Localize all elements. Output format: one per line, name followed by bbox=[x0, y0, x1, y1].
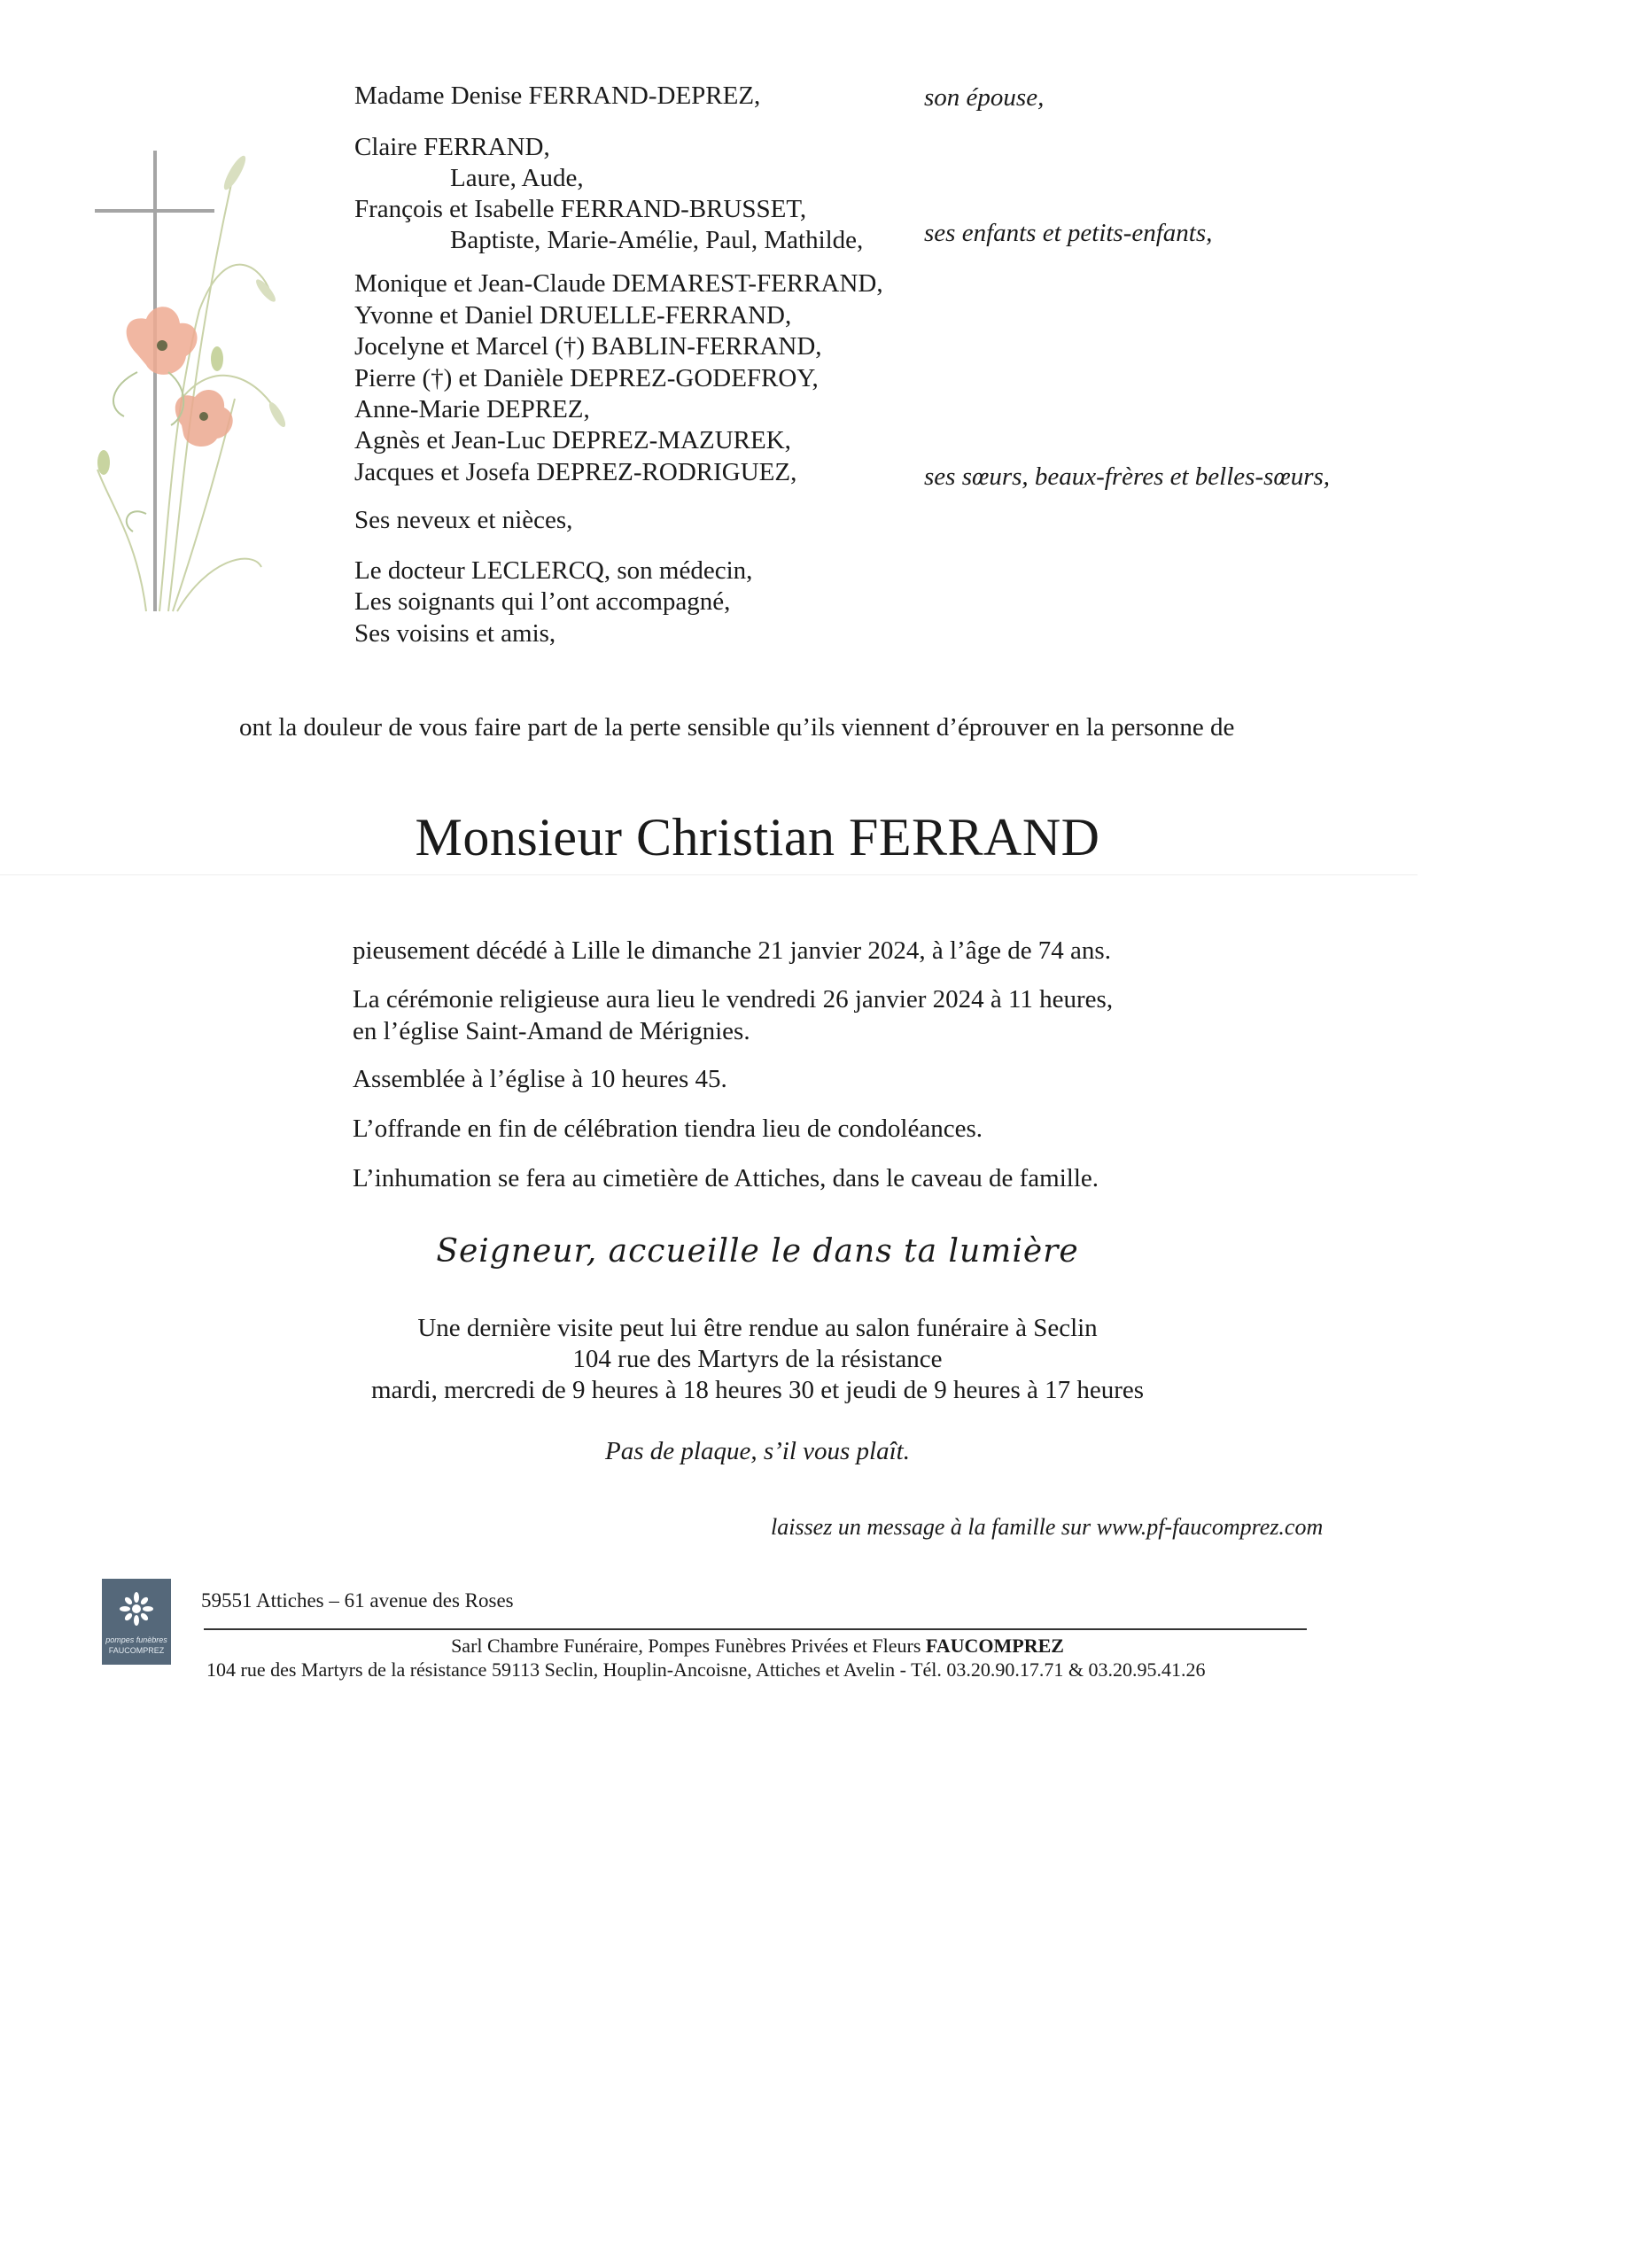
wheat-ear-icon bbox=[221, 153, 288, 429]
sibling-line: Anne-Marie DEPREZ, bbox=[354, 395, 590, 423]
burial-line: L’inhumation se fera au cimetière de Attiches, dans le caveau de famille. bbox=[353, 1164, 1099, 1192]
sibling-line: Agnès et Jean-Luc DEPREZ-MAZUREK, bbox=[354, 426, 791, 454]
offering-line: L’offrande en fin de célébration tiendra lieu de condoléances. bbox=[353, 1115, 983, 1143]
poppy-flower-icon bbox=[97, 307, 233, 475]
cross-and-poppies-illustration bbox=[84, 133, 288, 664]
grandchild-line: Laure, Aude, bbox=[450, 164, 584, 192]
footer-divider bbox=[204, 1628, 1307, 1630]
deceased-name: Monsieur Christian FERRAND bbox=[415, 808, 1100, 866]
sibling-line: Jocelyne et Marcel (†) BABLIN-FERRAND, bbox=[354, 332, 822, 361]
visit-hours: mardi, mercredi de 9 heures à 18 heures 30 et jeudi de 9 heures à 17 heures bbox=[370, 1376, 1145, 1404]
star-flower-icon bbox=[119, 1591, 154, 1627]
spouse-line: Madame Denise FERRAND-DEPREZ, bbox=[354, 82, 761, 110]
visit-address: 104 rue des Martyrs de la résistance bbox=[572, 1345, 943, 1373]
logo-name: FAUCOMPREZ bbox=[108, 1646, 165, 1655]
no-plaque-note: Pas de plaque, s’il vous plaît. bbox=[605, 1437, 910, 1465]
sibling-line: Jacques et Josefa DEPREZ-RODRIGUEZ, bbox=[354, 458, 797, 486]
logo-subtitle: pompes funèbres bbox=[105, 1635, 167, 1644]
web-message: laissez un message à la famille sur www.pf-faucomprez.com bbox=[771, 1514, 1324, 1540]
ceremony-place: en l’église Saint-Amand de Mérignies. bbox=[353, 1017, 750, 1045]
grandchild-line: Baptiste, Marie-Amélie, Paul, Mathilde, bbox=[450, 226, 864, 254]
footer-company bbox=[0, 1634, 1515, 1658]
neighbors-line: Ses voisins et amis, bbox=[354, 619, 556, 648]
ceremony-line: La cérémonie religieuse aura lieu le vendredi 26 janvier 2024 à 11 heures, bbox=[353, 985, 1114, 1014]
child-line: Claire FERRAND, bbox=[354, 133, 550, 161]
footer-company-name: FAUCOMPREZ bbox=[925, 1635, 1064, 1657]
siblings-role: ses sœurs, beaux-frères et belles-sœurs, bbox=[924, 462, 1331, 491]
announcement-text: ont la douleur de vous faire part de la perte sensible qu’ils viennent d’éprouver en la personne de bbox=[239, 713, 1235, 742]
child-line: François et Isabelle FERRAND-BRUSSET, bbox=[354, 195, 807, 223]
caregivers-line: Les soignants qui l’ont accompagné, bbox=[354, 587, 731, 616]
doctor-line: Le docteur LECLERCQ, son médecin, bbox=[354, 556, 753, 585]
sibling-line: Yvonne et Daniel DRUELLE-FERRAND, bbox=[354, 301, 792, 330]
death-notice: pieusement décédé à Lille le dimanche 21 janvier 2024, à l’âge de 74 ans. bbox=[353, 936, 1111, 965]
prayer-text: Seigneur, accueille le dans ta lumière bbox=[436, 1233, 1079, 1270]
wheat-stems-icon bbox=[97, 168, 279, 611]
footer-address: 59551 Attiches – 61 avenue des Roses bbox=[201, 1589, 514, 1612]
sibling-line: Pierre (†) et Danièle DEPREZ-GODEFROY, bbox=[354, 364, 819, 392]
children-role: ses enfants et petits-enfants, bbox=[924, 219, 1213, 247]
spouse-role: son épouse, bbox=[924, 83, 1045, 112]
visit-line: Une dernière visite peut lui être rendue au salon funéraire à Seclin bbox=[417, 1314, 1098, 1342]
footer-contact: 104 rue des Martyrs de la résistance 59113 Seclin, Houplin-Ancoisne, Attiches et Avelin - Tél. 03.20.90.17.71 & 03.20.95.41.26 bbox=[206, 1658, 1206, 1681]
leaves-icon bbox=[113, 372, 183, 532]
nephews-line: Ses neveux et nièces, bbox=[354, 506, 573, 534]
sibling-line: Monique et Jean-Claude DEMAREST-FERRAND, bbox=[354, 269, 883, 298]
assembly-line: Assemblée à l’église à 10 heures 45. bbox=[353, 1065, 727, 1093]
footer-company-prefix: Sarl Chambre Funéraire, Pompes Funèbres Privées et Fleurs bbox=[451, 1635, 926, 1657]
divider bbox=[0, 874, 1418, 875]
